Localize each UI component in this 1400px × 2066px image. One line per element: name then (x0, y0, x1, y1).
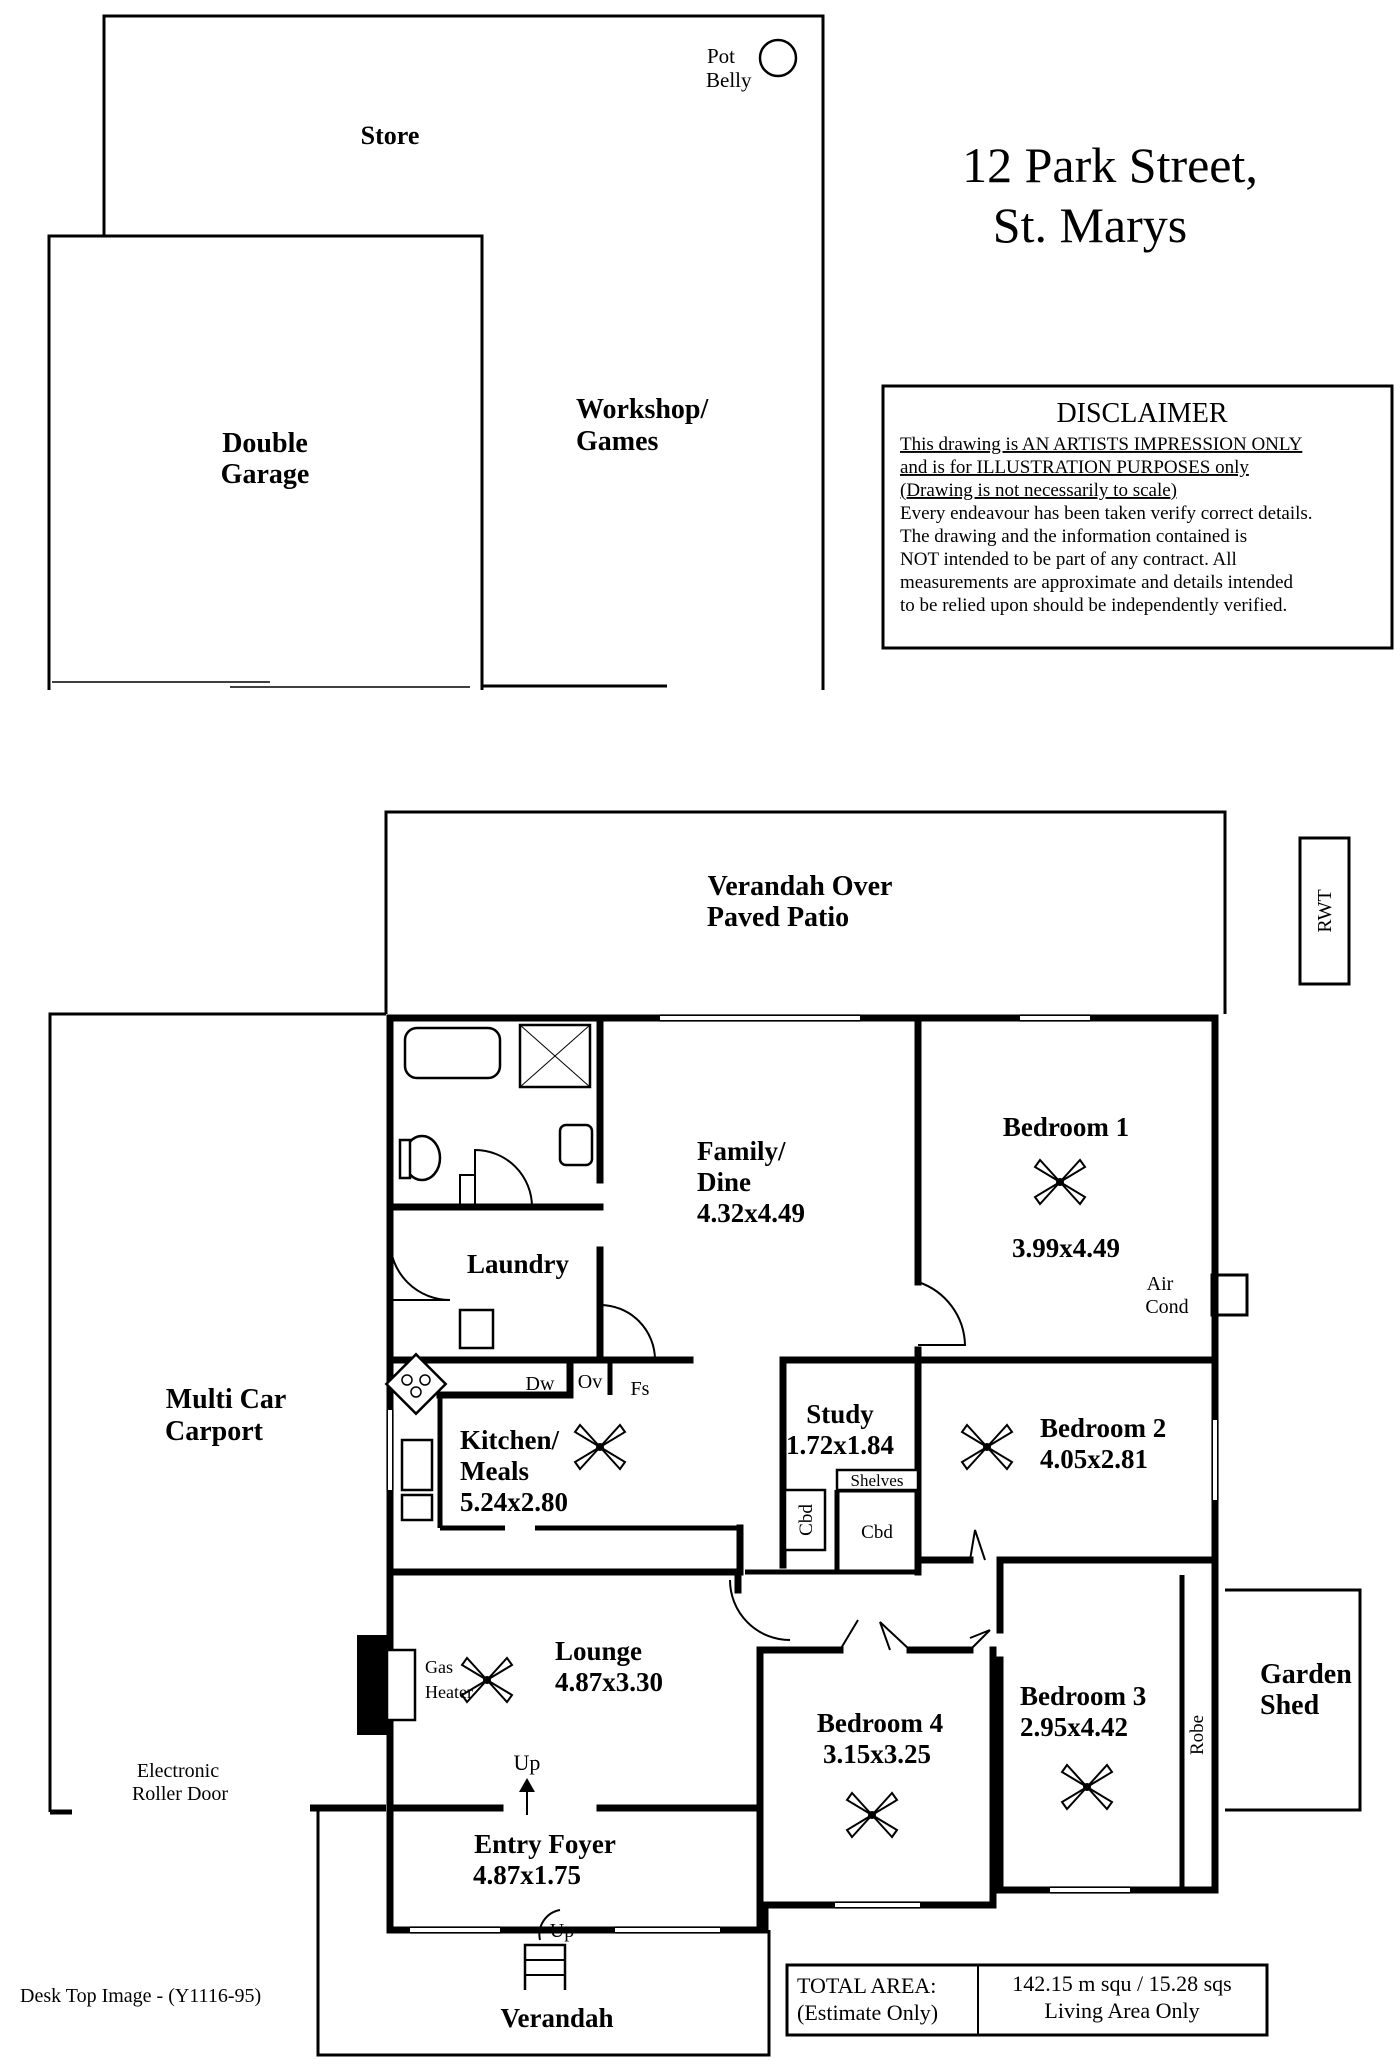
vanity-basin (560, 1125, 592, 1165)
kitchen-size: 5.24x2.80 (460, 1487, 568, 1517)
pot-belly-stove (760, 40, 796, 76)
verandah-label: Verandah (500, 2003, 614, 2033)
carport-label-2: Carport (165, 1416, 263, 1447)
dishwasher-label: Dw (525, 1373, 555, 1395)
fridge-space-label: Fs (630, 1378, 650, 1400)
roller-door-label-1: Electronic (136, 1760, 220, 1782)
living-area-only: Living Area Only (1044, 1998, 1200, 2023)
disclaimer-heading: DISCLAIMER (1056, 398, 1228, 429)
pot-belly-label-2: Belly (706, 68, 752, 92)
kitchen-label-2: Meals (460, 1456, 529, 1486)
garden-shed-label-2: Shed (1260, 1690, 1320, 1721)
ceiling-fan-bedroom3 (1062, 1765, 1112, 1809)
total-area-box (787, 1965, 1267, 2035)
verandah-over-label-1: Verandah Over (707, 871, 893, 902)
robe-label: Robe (1187, 1714, 1208, 1756)
ceiling-fan-bedroom1 (1035, 1160, 1085, 1204)
ceiling-fan-kitchen (575, 1425, 625, 1469)
bedroom4-label: Bedroom 4 (816, 1708, 944, 1738)
ceiling-fan-bedroom4 (847, 1793, 897, 1837)
bedroom1-size: 3.99x4.49 (1012, 1233, 1120, 1263)
laundry-tub (460, 1310, 493, 1348)
family-label-2: Dine (697, 1167, 751, 1197)
study-size: 1.72x1.84 (786, 1430, 894, 1460)
disclaimer-line-3: (Drawing is not necessarily to scale) (900, 480, 1177, 501)
total-area-value: 142.15 m squ / 15.28 sqs (1012, 1971, 1232, 1996)
carport-label-1: Multi Car (165, 1384, 287, 1415)
oven-label: Ov (577, 1371, 603, 1393)
cbd-vertical-label: Cbd (796, 1504, 817, 1536)
workshop-label-2: Games (576, 426, 659, 457)
store-label: Store (360, 121, 420, 150)
disclaimer-line-5: The drawing and the information contained is (900, 526, 1248, 547)
bedroom2-size: 4.05x2.81 (1040, 1444, 1148, 1474)
family-size: 4.32x4.49 (697, 1198, 805, 1228)
gas-heater (357, 1635, 387, 1735)
ceiling-fan-bedroom2 (962, 1425, 1012, 1469)
pot-belly-label-1: Pot (707, 44, 736, 68)
outbuilding-walls (49, 16, 823, 690)
disclaimer-line-1: This drawing is AN ARTISTS IMPRESSION ONLY (900, 434, 1303, 455)
disclaimer-line-6: NOT intended to be part of any contract. All (900, 549, 1237, 570)
entry-steps (525, 1945, 565, 1990)
foyer-size: 4.87x1.75 (473, 1860, 581, 1890)
disclaimer-line-8: to be relied upon should be independently verified. (900, 595, 1288, 616)
family-label-1: Family/ (697, 1136, 786, 1166)
bathtub (405, 1028, 500, 1078)
up-foyer-label: Up (513, 1750, 541, 1775)
image-reference: Desk Top Image - (Y1116-95) (20, 1985, 262, 2007)
up-steps-label: Up (549, 1920, 575, 1942)
disclaimer-line-2: and is for ILLUSTRATION PURPOSES only (900, 457, 1249, 478)
study-label: Study (806, 1399, 874, 1429)
bedroom3-size: 2.95x4.42 (1020, 1712, 1128, 1742)
up-arrow-icon (519, 1778, 535, 1815)
disclaimer-box (883, 386, 1392, 648)
air-cond-label-2: Cond (1145, 1296, 1189, 1318)
laundry-label: Laundry (466, 1249, 570, 1279)
bedroom1-label: Bedroom 1 (1002, 1112, 1130, 1142)
garden-shed-label-1: Garden (1260, 1659, 1352, 1690)
lounge-size: 4.87x3.30 (555, 1667, 663, 1697)
bedroom4-size: 3.15x3.25 (823, 1739, 931, 1769)
rwt-label: RWT (1314, 889, 1336, 933)
gas-heater-label-1: Gas (425, 1657, 453, 1677)
air-cond-label-1: Air (1146, 1273, 1174, 1295)
double-garage-label-1: Double (222, 428, 308, 459)
total-area-label: TOTAL AREA: (797, 1973, 937, 1998)
lounge-label: Lounge (555, 1636, 643, 1666)
shelves-label: Shelves (850, 1471, 904, 1490)
cbd-label: Cbd (861, 1522, 893, 1543)
double-garage-label-2: Garage (220, 459, 310, 490)
total-area-estimate: (Estimate Only) (797, 2000, 939, 2025)
bedroom2-label: Bedroom 2 (1040, 1413, 1167, 1443)
bedroom3-label: Bedroom 3 (1020, 1681, 1147, 1711)
address-line-1: 12 Park Street, (962, 137, 1258, 193)
gas-heater-label-2: Heater (425, 1682, 473, 1702)
foyer-label: Entry Foyer (474, 1829, 616, 1859)
kitchen-label-1: Kitchen/ (460, 1425, 559, 1455)
address-line-2: St. Marys (992, 197, 1188, 253)
workshop-label-1: Workshop/ (576, 394, 709, 425)
kitchen-sink (402, 1440, 432, 1490)
disclaimer-line-7: measurements are approximate and details intended (900, 572, 1294, 593)
verandah-over-label-2: Paved Patio (706, 902, 850, 933)
disclaimer-line-4: Every endeavour has been taken verify correct details. (900, 503, 1313, 524)
roller-door-label-2: Roller Door (131, 1783, 229, 1805)
